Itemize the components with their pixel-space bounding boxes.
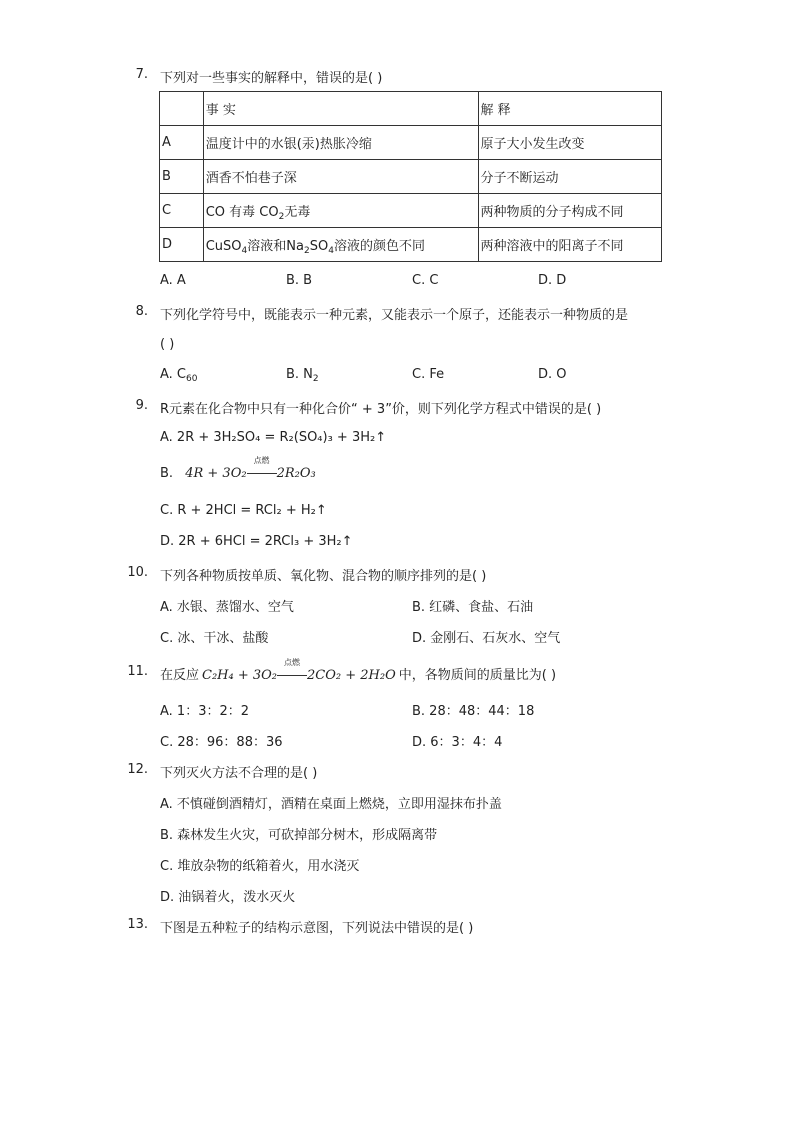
q8-number: 8. — [135, 304, 148, 319]
text-post: 中，各物质间的质量比为( ) — [398, 668, 557, 683]
row-label: C — [160, 194, 204, 228]
q10-option-a[interactable]: A. 水银、蒸馏水、空气 — [160, 600, 294, 615]
equation-right: 2R₂O₃ — [276, 466, 316, 481]
q12-option-c[interactable]: C. 堆放杂物的纸箱着火，用水浇灭 — [160, 859, 360, 874]
q8-text-cont: ( ) — [160, 337, 175, 352]
q12-number: 12. — [127, 762, 148, 777]
q9-option-a[interactable]: A. 2R + 3H₂SO₄ = R₂(SO₄)₃ + 3H₂↑ — [160, 430, 387, 445]
table-header-row — [160, 92, 662, 126]
subscript: 4 — [328, 246, 334, 256]
q13-text: 下图是五种粒子的结构示意图，下列说法中错误的是( ) — [160, 921, 474, 936]
condition-label: 点燃 — [284, 658, 301, 667]
row-fact — [203, 228, 478, 262]
option-text: D. O — [538, 367, 567, 382]
q7-option-b[interactable]: B. B — [286, 273, 313, 288]
reaction-condition — [247, 456, 277, 481]
equation-left: C₂H₄ + 3O₂ — [202, 668, 278, 683]
q7-option-c[interactable]: C. C — [412, 273, 439, 288]
q10-number: 10. — [127, 565, 148, 580]
q12-text: 下列灭火方法不合理的是( ) — [160, 766, 318, 781]
q10-option-b[interactable]: B. 红磷、食盐、石油 — [412, 600, 534, 615]
q8-option-d[interactable] — [538, 367, 567, 382]
row-explain: 原子大小发生改变 — [478, 126, 661, 160]
q12-option-d[interactable]: D. 油锅着火，泼水灭火 — [160, 890, 296, 905]
q10-option-c[interactable]: C. 冰、干冰、盐酸 — [160, 631, 269, 646]
subscript: 4 — [241, 246, 248, 256]
table-row — [160, 160, 662, 194]
row-explain: 两种溶液中的阳离子不同 — [478, 228, 661, 262]
fact-text: SO — [309, 239, 329, 254]
fact-text: 溶液的颜色不同 — [333, 239, 425, 254]
fact-text: 溶液和Na — [247, 239, 304, 254]
header-cell-explain: 解 释 — [478, 92, 661, 126]
fact-text: 无毒 — [284, 205, 311, 220]
reaction-condition — [277, 658, 307, 683]
q11-number: 11. — [127, 664, 148, 679]
fact-text: CO 有毒 CO — [205, 205, 279, 220]
q7-fact-table — [159, 91, 662, 262]
q7-option-a[interactable]: A. A — [160, 273, 186, 288]
reaction-line — [277, 675, 307, 676]
q9-option-d[interactable]: D. 2R + 6HCl = 2RCl₃ + 3H₂↑ — [160, 534, 353, 549]
option-text: B. N — [286, 367, 313, 382]
condition-label: 点燃 — [253, 456, 270, 465]
q11-option-c[interactable]: C. 28：96：88：36 — [160, 735, 283, 750]
table-row — [160, 228, 662, 262]
row-label: B — [160, 160, 204, 194]
row-explain: 分子不断运动 — [478, 160, 661, 194]
q7-option-d[interactable]: D. D — [538, 273, 567, 288]
q12-option-a[interactable]: A. 不慎碰倒酒精灯，酒精在桌面上燃烧，立即用湿抹布扑盖 — [160, 797, 502, 812]
equation-right: 2CO₂ + 2H₂O — [307, 668, 396, 683]
table-row — [160, 126, 662, 160]
subscript: 2 — [278, 212, 285, 222]
q8-option-a[interactable] — [160, 367, 197, 382]
header-cell-fact: 事 实 — [203, 92, 478, 126]
row-label: A — [160, 126, 204, 160]
q8-option-c[interactable] — [412, 367, 444, 382]
option-text: A. C — [160, 367, 187, 382]
q9-option-b[interactable] — [160, 456, 316, 481]
option-text: C. Fe — [412, 367, 445, 382]
q9-number: 9. — [135, 398, 148, 413]
option-label: B. — [160, 466, 174, 481]
q11-text — [160, 658, 557, 683]
q10-text: 下列各种物质按单质、氧化物、混合物的顺序排列的是( ) — [160, 569, 487, 584]
q11-option-b[interactable]: B. 28：48：44：18 — [412, 704, 535, 719]
equation-left: 4R + 3O₂ — [185, 466, 247, 481]
q8-option-b[interactable] — [286, 367, 319, 382]
reaction-line — [247, 473, 277, 474]
fact-text: CuSO — [205, 239, 242, 254]
row-fact — [203, 194, 478, 228]
q11-option-a[interactable]: A. 1：3：2：2 — [160, 704, 250, 719]
row-explain: 两种物质的分子构成不同 — [478, 194, 661, 228]
subscript: 2 — [312, 374, 319, 384]
q11-option-d[interactable]: D. 6：3：4：4 — [412, 735, 503, 750]
row-fact: 酒香不怕巷子深 — [203, 160, 478, 194]
text-pre: 在反应 — [160, 668, 200, 683]
table-row — [160, 194, 662, 228]
subscript: 60 — [186, 374, 198, 384]
row-label: D — [160, 228, 204, 262]
q9-text: R元素在化合物中只有一种化合价“ + 3”价，则下列化学方程式中错误的是( ) — [160, 402, 602, 417]
q8-text: 下列化学符号中，既能表示一种元素，又能表示一个原子，还能表示一种物质的是 — [160, 308, 629, 323]
q9-option-c[interactable]: C. R + 2HCl = RCl₂ + H₂↑ — [160, 503, 327, 518]
q7-number: 7. — [135, 67, 148, 82]
q13-number: 13. — [127, 917, 148, 932]
q7-text: 下列对一些事实的解释中，错误的是( ) — [160, 71, 383, 86]
row-fact: 温度计中的水银(汞)热胀冷缩 — [203, 126, 478, 160]
subscript: 2 — [303, 246, 310, 256]
q10-option-d[interactable]: D. 金刚石、石灰水、空气 — [412, 631, 561, 646]
q12-option-b[interactable]: B. 森林发生火灾，可砍掉部分树木，形成隔离带 — [160, 828, 438, 843]
header-cell — [160, 92, 204, 126]
